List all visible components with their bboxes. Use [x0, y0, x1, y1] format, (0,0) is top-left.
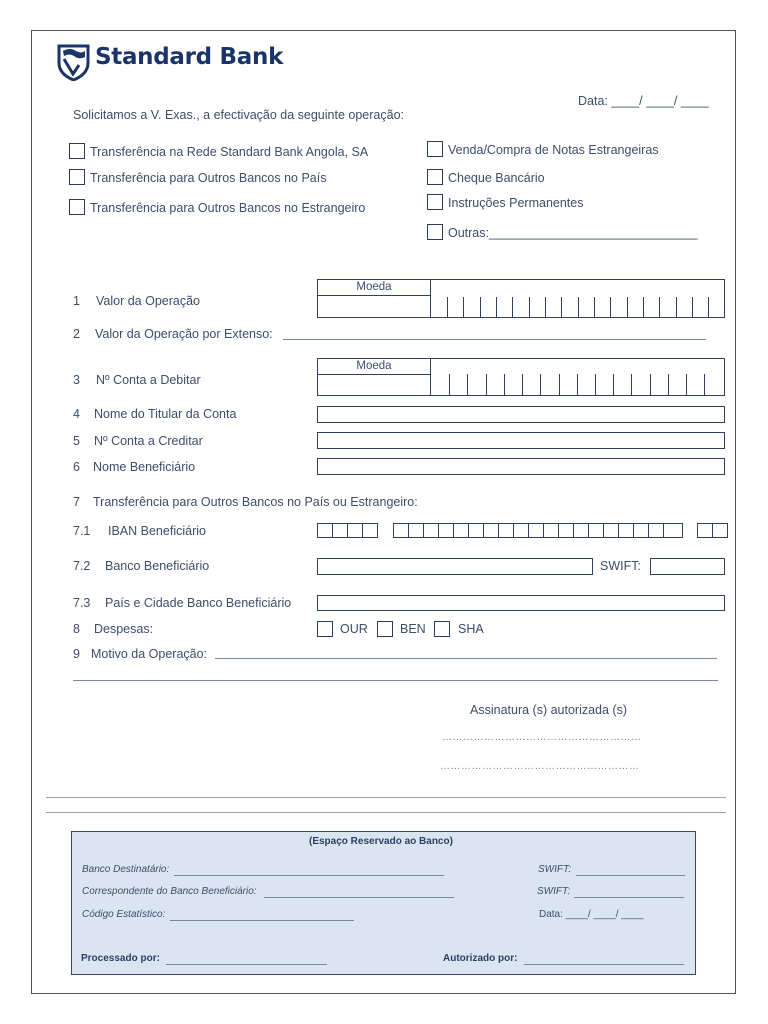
authorized-by-input[interactable] [524, 964, 684, 965]
label-foreign-notes: Venda/Compra de Notas Estrangeiras [448, 143, 659, 157]
field-2-label: Valor da Operação por Extenso: [95, 327, 273, 341]
brand-name: Standard Bank [95, 44, 284, 70]
field-5-label: Nº Conta a Creditar [94, 434, 203, 448]
checkbox-transfer-standard-bank[interactable] [69, 143, 85, 159]
field-7-3-label: País e Cidade Banco Beneficiário [105, 596, 292, 610]
processed-by-input[interactable] [166, 964, 327, 965]
operation-reason-input[interactable] [215, 658, 717, 659]
separator-line-1 [46, 797, 726, 798]
beneficiary-name-input[interactable] [317, 458, 725, 475]
field-6-label: Nome Beneficiário [93, 460, 196, 474]
iban-input-grid[interactable] [317, 523, 729, 539]
correspondent-bank-input[interactable] [264, 897, 454, 898]
label-other[interactable]: Outras:______________________________ [448, 226, 698, 240]
field-2-number: 2 [73, 327, 80, 341]
field-1-label: Valor da Operação [96, 294, 200, 308]
label-authorized-by: Autorizado por: [443, 953, 518, 964]
swift-2-input[interactable] [574, 897, 684, 898]
beneficiary-bank-country-city-input[interactable] [317, 595, 725, 611]
label-swift-1: SWIFT: [538, 864, 572, 875]
intro-text: Solicitamos a V. Exas., a efectivação da seguinte operação: [73, 108, 404, 122]
field-6-number: 6 [73, 460, 80, 474]
label-expenses-sha: SHA [458, 622, 484, 636]
account-holder-input[interactable] [317, 406, 725, 423]
amount-input-grid[interactable] [317, 279, 725, 318]
checkbox-transfer-foreign[interactable] [69, 199, 85, 215]
swift-label: SWIFT: [600, 559, 641, 573]
label-standing-instructions: Instruções Permanentes [448, 196, 584, 210]
currency-input[interactable] [318, 374, 431, 395]
currency-header: Moeda [318, 280, 431, 296]
checkbox-expenses-our[interactable] [317, 621, 333, 637]
field-3-label: Nº Conta a Debitar [96, 373, 201, 387]
checkbox-bank-cheque[interactable] [427, 169, 443, 185]
field-7-1-label: IBAN Beneficiário [108, 524, 206, 538]
label-transfer-foreign: Transferência para Outros Bancos no Estrangeiro [90, 201, 366, 215]
field-7-3-number: 7.3 [73, 596, 91, 610]
label-statistical-code: Código Estatístico: [82, 909, 166, 920]
field-3-number: 3 [73, 373, 80, 387]
bank-reserved-section [71, 831, 696, 975]
label-swift-2: SWIFT: [537, 886, 571, 897]
label-destination-bank: Banco Destinatário: [82, 864, 170, 875]
label-transfer-domestic: Transferência para Outros Bancos no País [90, 171, 327, 185]
field-7-label: Transferência para Outros Bancos no País ou Estrangeiro: [93, 495, 418, 509]
swift-1-input[interactable] [576, 875, 685, 876]
currency-input[interactable] [318, 295, 431, 317]
field-7-2-number: 7.2 [73, 559, 91, 573]
beneficiary-bank-input[interactable] [317, 558, 593, 575]
swift-input[interactable] [650, 558, 725, 575]
currency-header: Moeda [318, 359, 431, 375]
field-7-number: 7 [73, 495, 80, 509]
checkbox-other[interactable] [427, 224, 443, 240]
field-4-number: 4 [73, 407, 80, 421]
reserved-date[interactable]: Data: ____/ ____/ ____ [539, 909, 644, 920]
field-8-number: 8 [73, 622, 80, 636]
checkbox-foreign-notes[interactable] [427, 141, 443, 157]
destination-bank-input[interactable] [174, 875, 444, 876]
field-5-number: 5 [73, 434, 80, 448]
checkbox-expenses-ben[interactable] [377, 621, 393, 637]
reserved-title: (Espaço Reservado ao Banco) [309, 836, 453, 847]
label-expenses-our: OUR [340, 622, 368, 636]
date-field[interactable]: Data: ____/ ____/ ____ [578, 94, 709, 108]
label-expenses-ben: BEN [400, 622, 426, 636]
statistical-code-input[interactable] [170, 920, 354, 921]
label-transfer-standard-bank: Transferência na Rede Standard Bank Angola, SA [90, 145, 369, 159]
debit-account-input-grid[interactable] [317, 358, 725, 396]
checkbox-expenses-sha[interactable] [434, 621, 450, 637]
field-4-label: Nome do Titular da Conta [94, 407, 237, 421]
label-bank-cheque: Cheque Bancário [448, 171, 545, 185]
field-1-number: 1 [73, 294, 80, 308]
label-processed-by: Processado por: [81, 953, 160, 964]
field-7-1-number: 7.1 [73, 524, 91, 538]
field-9-number: 9 [73, 647, 80, 661]
field-9-label: Motivo da Operação: [91, 647, 208, 661]
shield-icon [57, 43, 90, 81]
signature-line-2[interactable]: ………………………………………………… [440, 761, 640, 772]
checkbox-transfer-domestic[interactable] [69, 169, 85, 185]
separator-line-2 [46, 812, 726, 813]
operation-reason-input-line-2[interactable] [73, 680, 718, 681]
signature-title: Assinatura (s) autorizada (s) [470, 703, 628, 717]
checkbox-standing-instructions[interactable] [427, 194, 443, 210]
label-correspondent-bank: Correspondente do Banco Beneficiário: [82, 886, 257, 897]
amount-in-words-input[interactable] [283, 339, 706, 340]
field-7-2-label: Banco Beneficiário [105, 559, 210, 573]
signature-line-1[interactable]: ………………………………………………… [442, 732, 642, 743]
field-8-label: Despesas: [94, 622, 154, 636]
credit-account-input[interactable] [317, 432, 725, 449]
